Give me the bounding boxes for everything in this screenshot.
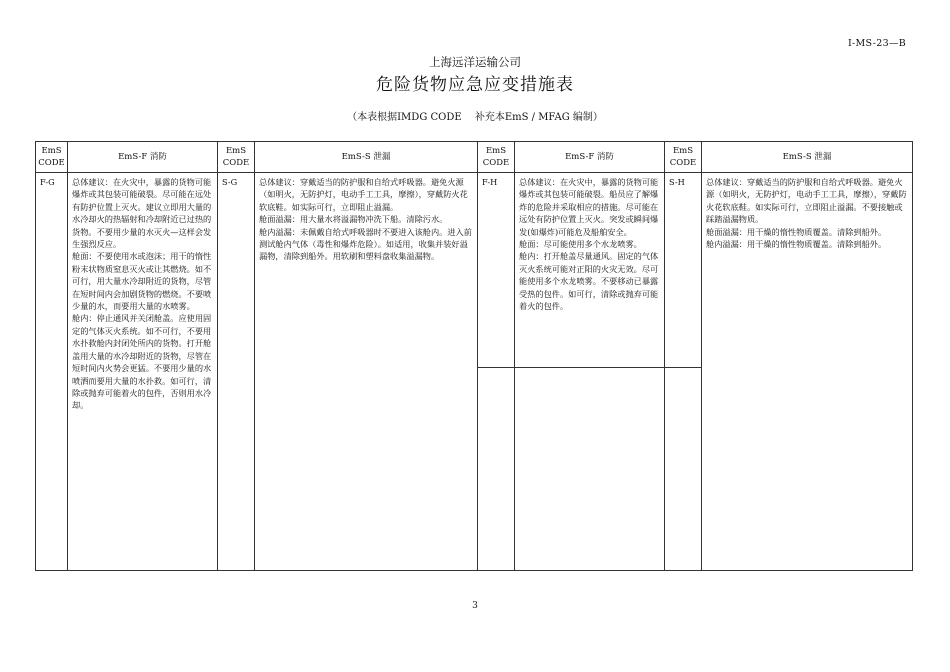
fire-deck-text: 舱面：尽可能使用多个水龙喷雾。: [519, 239, 642, 250]
fire-code-cell: F-H: [478, 173, 515, 368]
spill-general-text: 总体建议：穿戴适当的防护服和自给式呼吸器。避免火源（如明火，无防护灯，电动手工工具，摩擦），穿戴防火花软底鞋。如实际可行，立即阻止溢漏。不要接触或踩踏溢漏物质。: [706, 177, 907, 225]
fire-hold-text: 舱内：打开舱盖尽量通风。固定的气体灭火系统可能对正阳的火灾无效。尽可能使用多个水龙喷雾。不要移动已暴露受热的包件。如可行，清除或抛弃可能着火的包件。: [519, 251, 659, 312]
table-header-row: [36, 142, 913, 173]
header-ems-code: EmS CODE: [478, 142, 515, 173]
table-row: [36, 173, 913, 368]
empty-cell: [478, 368, 515, 571]
header-spill: EmS-S 泄漏: [702, 142, 913, 173]
fire-general-text: 总体建议：在火灾中，暴露的货物可能爆炸或其包装可能破裂。船员应了解爆炸的危险并采取相应的措施。尽可能在远处有防护位置上灭火。突发或瞬间爆发(如爆炸)可能危及船舶安全。: [519, 177, 659, 237]
empty-cell: [515, 368, 665, 571]
spill-deck-text: 舱面溢漏：用干燥的惰性物质覆盖。清除到船外。: [706, 226, 887, 237]
fire-text-cell: [68, 173, 218, 571]
spill-deck-text: 舱面溢漏：用大量水将溢漏物冲洗下船。清除污水。: [259, 214, 448, 225]
header-ems-code: EmS CODE: [665, 142, 702, 173]
fire-general-text: 总体建议：在火灾中，暴露的货物可能爆炸或其包装可能破裂。尽可能在远处有防护位置上灭火。建议立即用大量的水冷却火的热辐射和冷却附近已过热的货物。不要用少量的水灭火—这样会发生强烈反应。: [72, 177, 212, 250]
spill-hold-text: 舱内溢漏：未佩戴自给式呼吸器时不要进入该舱内。进入前测试舱内气体（毒性和爆炸危险）。如适用，收集并装好溢漏物，清除到船外。用软刷和塑料盘收集溢漏物。: [259, 226, 472, 262]
fire-text-cell: [515, 173, 665, 368]
fire-deck-text: 舱面：不要使用水或泡沫；用干的惰性粉末状物质窒息灭火或让其燃烧。如不可行，用大量水冷却附近的货物，尽管在短时间内会加剧货物的燃烧。不要喷少量的水，而要用大量的水喷雾。: [72, 251, 212, 312]
header-ems-code: EmS CODE: [36, 142, 68, 173]
spill-code-cell: S-G: [218, 173, 255, 571]
header-fire: EmS-F 消防: [515, 142, 665, 173]
spill-text-cell: [255, 173, 478, 571]
page-subtitle: （本表根据IMDG CODE 补充本EmS / MFAG 编制）: [347, 112, 603, 123]
fire-hold-text: 舱内：停止通风并关闭舱盖。应使用固定的气体灭火系统。如不可行，不要用水扑救舱内封闭处所内的货物。打开舱盖用大量的水冷却附近的货物，尽管在短时间内火势会更猛。不要用少量的水喷洒而要用大量的水扑救。如可行，清除或抛弃可能着火的包件，否则用水冷却。: [72, 313, 212, 411]
spill-general-text: 总体建议：穿戴适当的防护服和自给式呼吸器。避免火源（如明火，无防护灯，电动手工工具，摩擦），穿戴防火花软底鞋。如实际可行，立即阻止溢漏。: [259, 177, 468, 212]
fire-code-cell: F-G: [36, 173, 68, 571]
document-code: I-MS-23—B: [847, 38, 906, 49]
spill-hold-text: 舱内溢漏：用干燥的惰性物质覆盖。清除到船外。: [706, 239, 887, 250]
ems-table: [35, 141, 913, 571]
spill-text-cell: [702, 173, 913, 571]
page-title: 危险货物应急应变措施表: [376, 75, 574, 95]
empty-cell: [665, 368, 702, 571]
spill-code-cell: S-H: [665, 173, 702, 368]
header-ems-code: EmS CODE: [218, 142, 255, 173]
header-fire: EmS-F 消防: [68, 142, 218, 173]
header-spill: EmS-S 泄漏: [255, 142, 478, 173]
page-number: 3: [472, 601, 478, 611]
company-name: 上海远洋运输公司: [429, 55, 521, 69]
